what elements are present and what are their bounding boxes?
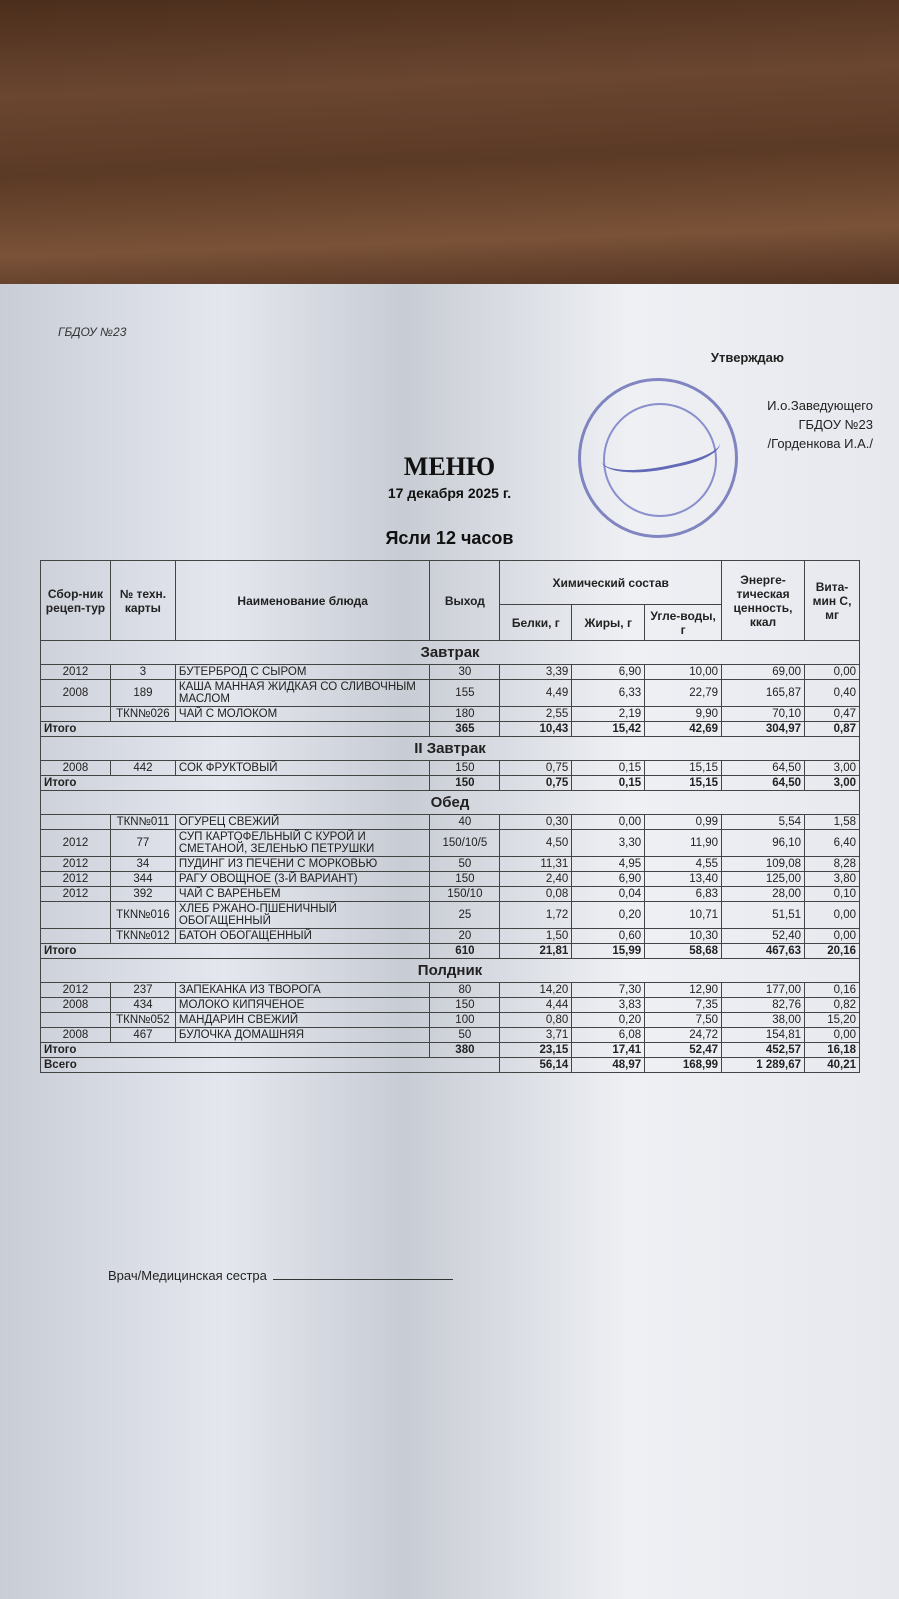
signature-line: [108, 1268, 453, 1283]
grand-total-label: Всего: [41, 1058, 500, 1073]
vitamin-c-cell: 6,40: [805, 830, 860, 857]
table-row: [41, 707, 860, 722]
table-row: [41, 830, 860, 857]
protein-cell: 2,55: [500, 707, 572, 722]
carbs-cell: 7,35: [645, 998, 722, 1013]
table-row: [41, 857, 860, 872]
vitamin-c-total: 3,00: [805, 776, 860, 791]
fat-cell: 4,95: [572, 857, 645, 872]
section-title: Завтрак: [41, 641, 860, 665]
signature-blank: [273, 1279, 453, 1280]
organization-header: ГБДОУ №23: [58, 325, 127, 339]
fat-total: 0,15: [572, 776, 645, 791]
carbs-cell: 9,90: [645, 707, 722, 722]
subtotal-label: Итого: [41, 1043, 430, 1058]
protein-cell: 3,71: [500, 1028, 572, 1043]
energy-cell: 125,00: [722, 872, 805, 887]
carbs-cell: 7,50: [645, 1013, 722, 1028]
approval-label: Утверждаю: [710, 350, 784, 365]
portion-cell: 150/10: [430, 887, 500, 902]
card-number-cell: 344: [110, 872, 175, 887]
carbs-cell: 13,40: [645, 872, 722, 887]
collection-cell: 2008: [41, 1028, 111, 1043]
portion-cell: 50: [430, 857, 500, 872]
protein-total: 0,75: [500, 776, 572, 791]
approval-name: /Горденкова И.А./: [767, 436, 873, 451]
protein-cell: 0,75: [500, 761, 572, 776]
energy-cell: 64,50: [722, 761, 805, 776]
header-collection: Сбор-ник рецеп-тур: [41, 561, 111, 641]
protein-total: 10,43: [500, 722, 572, 737]
energy-cell: 177,00: [722, 983, 805, 998]
table-row: [41, 902, 860, 929]
header-chemical: Химический состав: [500, 561, 722, 605]
header-portion: Выход: [430, 561, 500, 641]
collection-cell: 2012: [41, 983, 111, 998]
vitamin-c-cell: 0,10: [805, 887, 860, 902]
table-row: [41, 665, 860, 680]
energy-cell: 70,10: [722, 707, 805, 722]
collection-cell: 2012: [41, 872, 111, 887]
vitamin-c-total: 16,18: [805, 1043, 860, 1058]
approval-org: ГБДОУ №23: [798, 417, 873, 432]
header-card-number: № техн. карты: [110, 561, 175, 641]
portion-total: 365: [430, 722, 500, 737]
card-number-cell: 77: [110, 830, 175, 857]
portion-cell: 50: [430, 1028, 500, 1043]
portion-cell: 100: [430, 1013, 500, 1028]
collection-cell: [41, 707, 111, 722]
table-row: [41, 998, 860, 1013]
carbs-cell: 10,71: [645, 902, 722, 929]
fat-cell: 6,90: [572, 665, 645, 680]
section-row: [41, 737, 860, 761]
protein-cell: 0,08: [500, 887, 572, 902]
dish-name-cell: СОК ФРУКТОВЫЙ: [175, 761, 430, 776]
dish-name-cell: ЧАЙ С МОЛОКОМ: [175, 707, 430, 722]
fat-cell: 2,19: [572, 707, 645, 722]
portion-total: 150: [430, 776, 500, 791]
card-number-cell: ТКN№011: [110, 815, 175, 830]
vitamin-c-cell: 3,00: [805, 761, 860, 776]
protein-total: 23,15: [500, 1043, 572, 1058]
collection-cell: [41, 1013, 111, 1028]
energy-cell: 154,81: [722, 1028, 805, 1043]
protein-cell: 4,44: [500, 998, 572, 1013]
protein-cell: 1,72: [500, 902, 572, 929]
collection-cell: 2008: [41, 761, 111, 776]
protein-cell: 4,49: [500, 680, 572, 707]
dish-name-cell: ПУДИНГ ИЗ ПЕЧЕНИ С МОРКОВЬЮ: [175, 857, 430, 872]
vitamin-c-cell: 8,28: [805, 857, 860, 872]
header-vitamin: Вита-мин С, мг: [805, 561, 860, 641]
vitamin-c-grand-total: 40,21: [805, 1058, 860, 1073]
carbs-cell: 6,83: [645, 887, 722, 902]
energy-cell: 38,00: [722, 1013, 805, 1028]
card-number-cell: 34: [110, 857, 175, 872]
energy-total: 304,97: [722, 722, 805, 737]
portion-cell: 25: [430, 902, 500, 929]
section-title: Обед: [41, 791, 860, 815]
subtotal-row: [41, 776, 860, 791]
subtotal-row: [41, 722, 860, 737]
header-energy: Энерге-тическая ценность, ккал: [722, 561, 805, 641]
vitamin-c-cell: 0,00: [805, 929, 860, 944]
carbs-total: 42,69: [645, 722, 722, 737]
dish-name-cell: МАНДАРИН СВЕЖИЙ: [175, 1013, 430, 1028]
section-row: [41, 959, 860, 983]
vitamin-c-cell: 0,40: [805, 680, 860, 707]
carbs-cell: 10,30: [645, 929, 722, 944]
card-number-cell: 467: [110, 1028, 175, 1043]
wooden-table-background: [0, 0, 899, 290]
carbs-total: 15,15: [645, 776, 722, 791]
protein-cell: 1,50: [500, 929, 572, 944]
collection-cell: 2008: [41, 998, 111, 1013]
protein-cell: 3,39: [500, 665, 572, 680]
vitamin-c-cell: 0,00: [805, 665, 860, 680]
signature-label: Врач/Медицинская сестра: [108, 1268, 267, 1283]
card-number-cell: 434: [110, 998, 175, 1013]
table-row: [41, 983, 860, 998]
portion-cell: 150: [430, 872, 500, 887]
table-row: [41, 872, 860, 887]
energy-cell: 165,87: [722, 680, 805, 707]
protein-cell: 0,30: [500, 815, 572, 830]
collection-cell: 2008: [41, 680, 111, 707]
portion-cell: 40: [430, 815, 500, 830]
header-dish-name: Наименование блюда: [175, 561, 430, 641]
fat-cell: 6,08: [572, 1028, 645, 1043]
carbs-total: 58,68: [645, 944, 722, 959]
page-title: МЕНЮ: [403, 452, 496, 481]
vitamin-c-cell: 15,20: [805, 1013, 860, 1028]
card-number-cell: ТКN№016: [110, 902, 175, 929]
portion-cell: 80: [430, 983, 500, 998]
table-row: [41, 929, 860, 944]
card-number-cell: 3: [110, 665, 175, 680]
protein-cell: 11,31: [500, 857, 572, 872]
portion-cell: 30: [430, 665, 500, 680]
portion-total: 610: [430, 944, 500, 959]
energy-cell: 82,76: [722, 998, 805, 1013]
fat-cell: 7,30: [572, 983, 645, 998]
energy-cell: 51,51: [722, 902, 805, 929]
table-row: [41, 1028, 860, 1043]
collection-cell: [41, 929, 111, 944]
dish-name-cell: БУТЕРБРОД С СЫРОМ: [175, 665, 430, 680]
energy-cell: 28,00: [722, 887, 805, 902]
portion-cell: 155: [430, 680, 500, 707]
card-number-cell: ТКN№026: [110, 707, 175, 722]
table-row: [41, 887, 860, 902]
section-row: [41, 641, 860, 665]
fat-cell: 0,04: [572, 887, 645, 902]
header-fat: Жиры, г: [572, 605, 645, 641]
portion-cell: 150: [430, 761, 500, 776]
section-title: II Завтрак: [41, 737, 860, 761]
dish-name-cell: ХЛЕБ РЖАНО-ПШЕНИЧНЫЙ ОБОГАЩЕННЫЙ: [175, 902, 430, 929]
subtotal-row: [41, 1043, 860, 1058]
fat-grand-total: 48,97: [572, 1058, 645, 1073]
subtotal-label: Итого: [41, 944, 430, 959]
collection-cell: [41, 815, 111, 830]
subtotal-row: [41, 944, 860, 959]
dish-name-cell: БАТОН ОБОГАЩЕННЫЙ: [175, 929, 430, 944]
vitamin-c-cell: 1,58: [805, 815, 860, 830]
energy-cell: 5,54: [722, 815, 805, 830]
dish-name-cell: МОЛОКО КИПЯЧЕНОЕ: [175, 998, 430, 1013]
menu-date: 17 декабря 2025 г.: [387, 485, 512, 501]
carbs-total: 52,47: [645, 1043, 722, 1058]
dish-name-cell: БУЛОЧКА ДОМАШНЯЯ: [175, 1028, 430, 1043]
fat-cell: 0,15: [572, 761, 645, 776]
fat-cell: 0,00: [572, 815, 645, 830]
energy-cell: 96,10: [722, 830, 805, 857]
subtotal-label: Итого: [41, 722, 430, 737]
approval-position: И.о.Заведующего: [767, 398, 873, 413]
energy-cell: 52,40: [722, 929, 805, 944]
collection-cell: 2012: [41, 665, 111, 680]
card-number-cell: 442: [110, 761, 175, 776]
fat-cell: 0,60: [572, 929, 645, 944]
carbs-cell: 15,15: [645, 761, 722, 776]
portion-cell: 150: [430, 998, 500, 1013]
carbs-cell: 4,55: [645, 857, 722, 872]
section-title: Полдник: [41, 959, 860, 983]
dish-name-cell: СУП КАРТОФЕЛЬНЫЙ С КУРОЙ И СМЕТАНОЙ, ЗЕЛЕНЬЮ ПЕТРУШКИ: [175, 830, 430, 857]
card-number-cell: 392: [110, 887, 175, 902]
card-number-cell: ТКN№012: [110, 929, 175, 944]
energy-cell: 69,00: [722, 665, 805, 680]
dish-name-cell: ЧАЙ С ВАРЕНЬЕМ: [175, 887, 430, 902]
vitamin-c-cell: 3,80: [805, 872, 860, 887]
protein-total: 21,81: [500, 944, 572, 959]
energy-grand-total: 1 289,67: [722, 1058, 805, 1073]
header-carbs: Угле-воды, г: [645, 605, 722, 641]
vitamin-c-total: 0,87: [805, 722, 860, 737]
protein-cell: 14,20: [500, 983, 572, 998]
table-row: [41, 761, 860, 776]
carbs-cell: 10,00: [645, 665, 722, 680]
fat-total: 15,99: [572, 944, 645, 959]
protein-cell: 0,80: [500, 1013, 572, 1028]
fat-cell: 3,30: [572, 830, 645, 857]
fat-total: 15,42: [572, 722, 645, 737]
section-row: [41, 791, 860, 815]
fat-cell: 6,90: [572, 872, 645, 887]
protein-cell: 4,50: [500, 830, 572, 857]
table-row: [41, 815, 860, 830]
collection-cell: 2012: [41, 830, 111, 857]
carbs-cell: 11,90: [645, 830, 722, 857]
portion-cell: 20: [430, 929, 500, 944]
vitamin-c-total: 20,16: [805, 944, 860, 959]
collection-cell: 2012: [41, 857, 111, 872]
carbs-cell: 12,90: [645, 983, 722, 998]
dish-name-cell: ОГУРЕЦ СВЕЖИЙ: [175, 815, 430, 830]
vitamin-c-cell: 0,16: [805, 983, 860, 998]
grand-total-row: [41, 1058, 860, 1073]
card-number-cell: ТКN№052: [110, 1013, 175, 1028]
collection-cell: [41, 902, 111, 929]
dish-name-cell: ЗАПЕКАНКА ИЗ ТВОРОГА: [175, 983, 430, 998]
collection-cell: 2012: [41, 887, 111, 902]
subtotal-label: Итого: [41, 776, 430, 791]
carbs-cell: 24,72: [645, 1028, 722, 1043]
fat-cell: 0,20: [572, 902, 645, 929]
table-row: [41, 1013, 860, 1028]
protein-cell: 2,40: [500, 872, 572, 887]
carbs-cell: 0,99: [645, 815, 722, 830]
energy-total: 64,50: [722, 776, 805, 791]
energy-total: 467,63: [722, 944, 805, 959]
menu-table: [40, 560, 860, 1073]
vitamin-c-cell: 0,00: [805, 902, 860, 929]
fat-cell: 3,83: [572, 998, 645, 1013]
approval-block: [767, 396, 873, 453]
portion-cell: 180: [430, 707, 500, 722]
table-row: [41, 680, 860, 707]
portion-cell: 150/10/5: [430, 830, 500, 857]
card-number-cell: 237: [110, 983, 175, 998]
vitamin-c-cell: 0,00: [805, 1028, 860, 1043]
energy-cell: 109,08: [722, 857, 805, 872]
vitamin-c-cell: 0,47: [805, 707, 860, 722]
fat-cell: 0,20: [572, 1013, 645, 1028]
fat-total: 17,41: [572, 1043, 645, 1058]
energy-total: 452,57: [722, 1043, 805, 1058]
card-number-cell: 189: [110, 680, 175, 707]
portion-total: 380: [430, 1043, 500, 1058]
menu-subtitle: Ясли 12 часов: [385, 528, 514, 548]
header-protein: Белки, г: [500, 605, 572, 641]
protein-grand-total: 56,14: [500, 1058, 572, 1073]
carbs-cell: 22,79: [645, 680, 722, 707]
carbs-grand-total: 168,99: [645, 1058, 722, 1073]
fat-cell: 6,33: [572, 680, 645, 707]
dish-name-cell: КАША МАННАЯ ЖИДКАЯ СО СЛИВОЧНЫМ МАСЛОМ: [175, 680, 430, 707]
vitamin-c-cell: 0,82: [805, 998, 860, 1013]
dish-name-cell: РАГУ ОВОЩНОЕ (3-Й ВАРИАНТ): [175, 872, 430, 887]
